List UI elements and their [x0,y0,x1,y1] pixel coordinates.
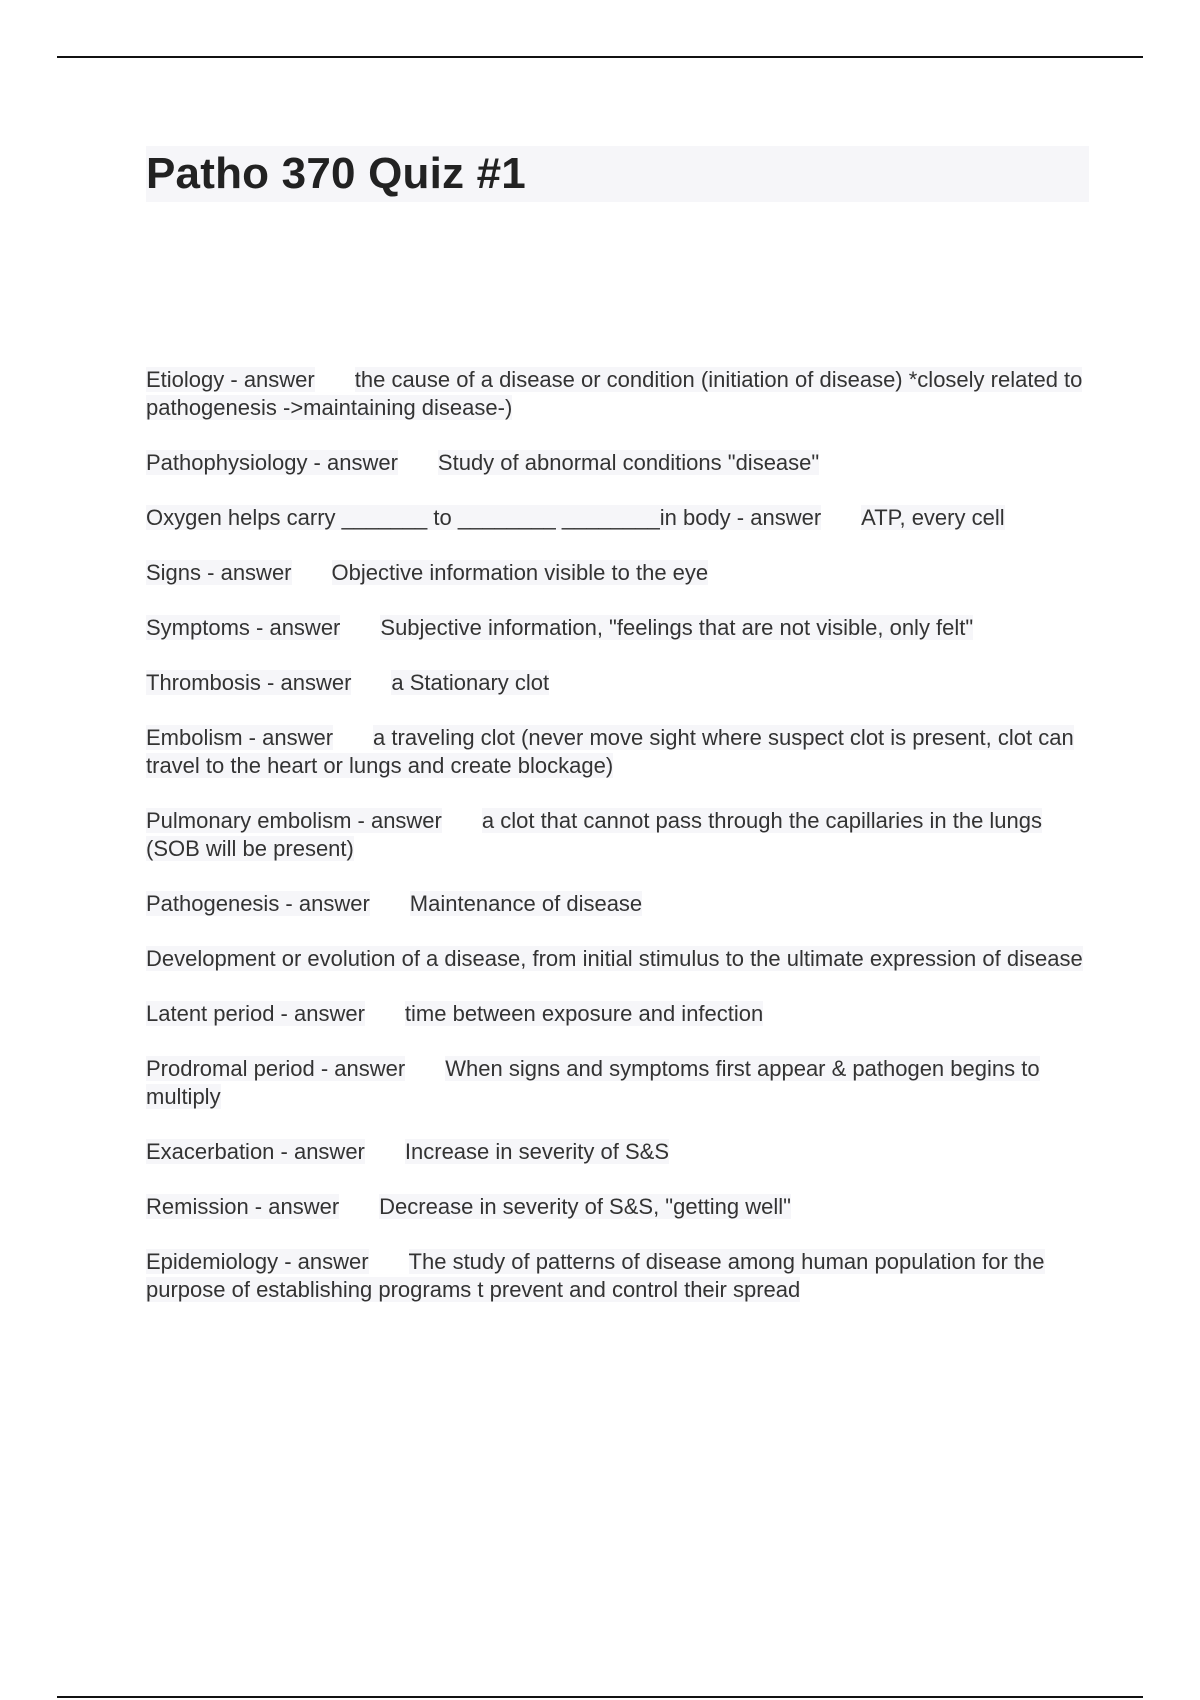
entry-definition: Objective information visible to the eye [331,560,709,585]
flashcard-entry [146,1000,1096,1028]
entry-definition: the cause of a disease or condition (initiation of disease) *closely related to pathogenesis ->maintaining disease-) [146,367,1083,420]
entry-definition: time between exposure and infection [404,1001,764,1026]
entry-definition: a Stationary clot [391,670,550,695]
flashcard-entry [146,807,1096,863]
entry-term: Signs - answer [146,560,292,585]
flashcard-entry [146,890,1096,918]
entry-term: Remission - answer [146,1194,340,1219]
entry-term: Prodromal period - answer [146,1056,406,1081]
bottom-rule [57,1696,1143,1698]
flashcard-entry [146,724,1096,780]
entry-term: Symptoms - answer [146,615,341,640]
entry-term: Embolism - answer [146,725,334,750]
flashcard-entry [146,1193,1096,1221]
page-title: Patho 370 Quiz #1 [146,149,526,198]
entry-term: Pulmonary embolism - answer [146,808,442,833]
flashcard-entry [146,1248,1096,1304]
flashcard-list [146,366,1096,1331]
entry-term: Epidemiology - answer [146,1249,369,1274]
entry-term: Oxygen helps carry _______ to ________ ________in body - answer [146,505,822,530]
entry-definition: Development or evolution of a disease, from initial stimulus to the ultimate expression of disease [146,946,1083,971]
flashcard-entry [146,504,1096,532]
entry-definition: Study of abnormal conditions "disease" [437,450,820,475]
flashcard-entry [146,366,1096,422]
entry-definition: Decrease in severity of S&S, "getting well" [379,1194,791,1219]
top-rule [57,56,1143,58]
flashcard-entry [146,669,1096,697]
entry-definition: a traveling clot (never move sight where suspect clot is present, clot can travel to the heart or lungs and create blockage) [146,725,1074,778]
entry-definition: ATP, every cell [861,505,1005,530]
entry-term: Thrombosis - answer [146,670,352,695]
flashcard-entry [146,559,1096,587]
entry-term: Latent period - answer [146,1001,365,1026]
flashcard-entry [146,614,1096,642]
entry-term: Pathogenesis - answer [146,891,370,916]
entry-definition: When signs and symptoms first appear & pathogen begins to multiply [146,1056,1040,1109]
flashcard-entry [146,449,1096,477]
flashcard-entry [146,1055,1096,1111]
entry-term: Exacerbation - answer [146,1139,365,1164]
entry-definition: The study of patterns of disease among human population for the purpose of establishing programs t prevent and control their spread [146,1249,1045,1302]
entry-definition: a clot that cannot pass through the capillaries in the lungs (SOB will be present) [146,808,1043,861]
entry-definition: Increase in severity of S&S [404,1139,670,1164]
entry-term: Etiology - answer [146,367,315,392]
flashcard-entry [146,945,1096,973]
entry-term: Pathophysiology - answer [146,450,398,475]
flashcard-entry [146,1138,1096,1166]
entry-definition: Maintenance of disease [409,891,643,916]
entry-definition: Subjective information, "feelings that are not visible, only felt" [380,615,974,640]
